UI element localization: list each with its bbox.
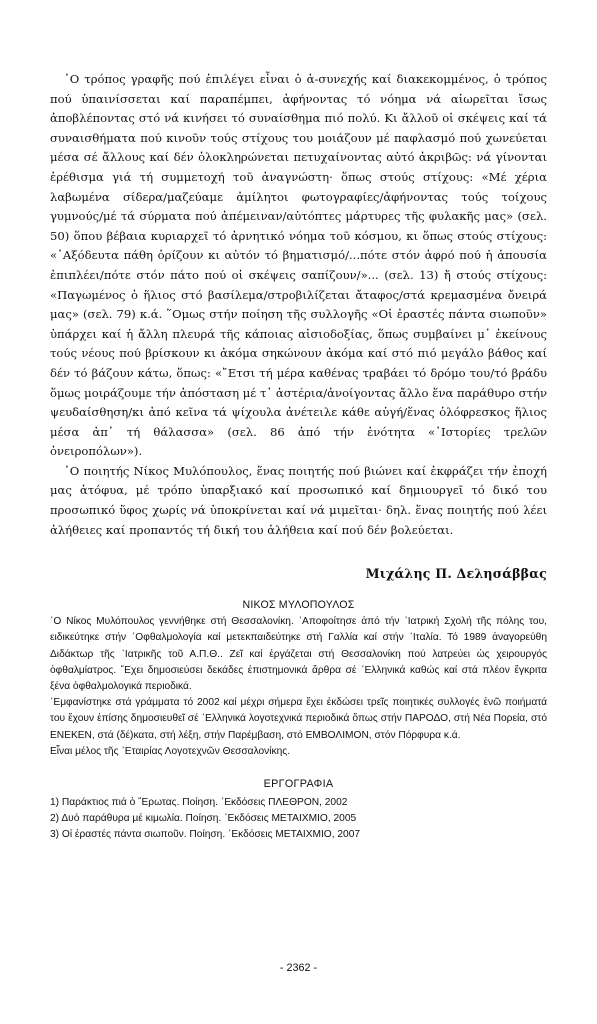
page-number: - 2362 - [279, 962, 318, 974]
works-list [50, 795, 547, 843]
bio-paragraph-3: Εἶναι μέλος τῆς ᾿Εταιρίας Λογοτεχνῶν Θεσσαλονίκης. [50, 745, 291, 757]
works-item-2: 2) Δυό παράθυρα μέ κιμωλία. Ποίηση. ᾿Εκδόσεις ΜΕΤΑΙΧΜΙΟ, 2005 [50, 813, 357, 825]
works-item-3: 3) Οἱ ἐραστές πάντα σιωποῦν. Ποίηση. ᾿Εκδόσεις ΜΕΤΑΙΧΜΙΟ, 2007 [50, 829, 361, 841]
bio-paragraph-2: ᾿Εμφανίστηκε στά γράμματα τό 2002 καί μέχρι σήμερα ἔχει ἐκδώσει τρεῖς ποιητικές συλλογές ἐνῶ ποιήματά του ἔχουν ἐπίσης δημοσιευθεῖ σέ ᾿Ελληνικά λογοτεχνικά περιοδικά ὅπως στήν ΠΑΡΟΔΟ, στή Νέα Πορεία, στό ΕΝΕΚΕΝ, στά (δέ)κατα, στή λέξη, στήν Παρέμβαση, στό ΕΜΒΟΛΙΜΟΝ, στόν Πόρφυρα κ.ά. [50, 697, 547, 741]
article-paragraph-1: ῾Ο τρόπος γραφῆς πού ἐπιλέγει εἶναι ὁ ἀ-συνεχής καί διακεκομμένος, ὁ τρόπος πού ὑπαινίσσεται καί παραπέμπει, ἀφήνοντας τό νόημα νά αἰωρεῖται ἴσως ἀποβλέποντας στό νά κινήσει τό συναίσθημα πιό πολύ. Κι ἄλλοῦ οἱ σκέψεις καί τά συναισθήματα πού κινοῦν τούς στίχους του μοιάζουν μέ παφλασμό πού χωνεύεται μέσα σέ ἄλλους καί δέν ὁλοκληρώνεται πετυχαίνοντας αὐτό ἀκριβῶς: νά γίνονται ἐρέθισμα γιά τή συμμετοχή τοῦ ἀναγνώστη· ὅπως στούς στίχους: «Μέ χέρια λαβωμένα σίδερα/μαζεύαμε ἀμίλητοι φωτογραφίες/ἀφήνοντας τούς τοίχους γυμνούς/μέ τά σύρματα πού ἀπέμειναν/αὐτόπτες μάρτυρες τῆς φυλακῆς μας» (σελ. 50) ὅπου βέβαια κυριαρχεῖ τό ἀρνητικό νόημα τοῦ κόσμου, κι ὅπως στούς στίχους: «᾿Αξόδευτα πάθη ὁρίζουν κι αὐτόν τό βηματισμό/...πότε στόν ἀφρό πού ἡ ἀπουσία ἐπιπλέει/πότε στόν πάτο πού οἱ σκέψεις σαπίζουν/»... (σελ. 13) ἤ στούς στίχους: «Παγωμένος ὁ ἥλιος στό βασίλεμα/στροβιλίζεται ἄταφος/στά κρεμασμένα ὄνειρά μας» (σελ. 79) κ.ά. ῞Ομως στήν ποίηση τῆς συλλογῆς «Οἱ ἐραστές πάντα σιωποῦν» ὑπάρχει καί ἡ ἄλλη πλευρά τῆς κάποιας αἰσιοδοξίας, ὅπως συμβαίνει μ᾿ ἐκείνους τούς νέους πού βρίσκουν κι ἀκόμα σηκώνουν ἀκόμα καί στό πιό μεγάλο βάθος καί δέν τό βάζουν κάτω, ὅπως: «῎Ετσι τή μέρα καθένας τραβάει τό δρόμο του/τό βράδυ ὅμως μοιράζουμε τήν ἀπόσταση μέ τ᾿ ἀστέρια/ἀνοίγοντας ἄλλο ἕνα παράθυρο στήν ψευδαίσθηση/κι ἀπό κεῖνα τά ψίχουλα ἀνέτειλε κάθε αὐγή/ἕνας ὁλόφρεσκος ἥλιος μέσα ἀπ᾿ τή θάλασσα» (σελ. 86 ἀπό τήν ἑνότητα «῾Ιστορίες τρελῶν ὀνειροπόλων»). [50, 72, 547, 459]
works-title: ΕΡΓΟΓΡΑΦΙΑ [263, 778, 334, 791]
bio-title: ΝΙΚΟΣ ΜΥΛΟΠΟΥΛΟΣ [242, 599, 355, 612]
article-paragraph-2: ῾Ο ποιητής Νίκος Μυλόπουλος, ἕνας ποιητής πού βιώνει καί ἐκφράζει τήν ἐποχή μας ἀτόφυα, μέ τρόπο ὑπαρξιακό καί προσωπικό καί δημιουργεῖ τό δικό του προσωπικό ὕφος χωρίς νά ὑποκρίνεται καί νά μιμεῖται· δηλ. ἕνας ποιητής πού λέει ἀλήθειες καί προπαντός τή δική του ἀλήθεια καί πού δέν βολεύεται. [50, 463, 547, 537]
works-item-1: 1) Παράκτιος πιά ὁ ῎Ερωτας. Ποίηση. ᾿Εκδόσεις ΠΛΕΘΡΟΝ, 2002 [50, 797, 348, 809]
bio-paragraph-1: ῾Ο Νίκος Μυλόπουλος γεννήθηκε στή Θεσσαλονίκη. ᾿Αποφοίτησε ἀπό τήν ᾿Ιατρική Σχολή τῆς πόλης του, ειδικεύτηκε στήν ᾿Οφθαλμολογία καί μετεκπαιδεύτηκε στή Γαλλία καί στήν ᾿Ιταλία. Τό 1989 ἀναγορεύθη Διδάκτωρ τῆς ᾿Ιατρικῆς τοῦ Α.Π.Θ.. Ζεῖ καί ἐργάζεται στή Θεσσαλονίκη πού λατρεύει ὡς χειρουργός ὀφθαλμίατρος. ῎Εχει δημοσιεύσει δεκάδες ἐπιστημονικά ἄρθρα σέ ᾿Ελληνικά καθώς καί στά πλέον ἔγκριτα ξένα ὀφθαλμολογικά περιοδικά. [50, 616, 547, 693]
article-author: Μιχάλης Π. Δελησάββας [365, 566, 547, 582]
